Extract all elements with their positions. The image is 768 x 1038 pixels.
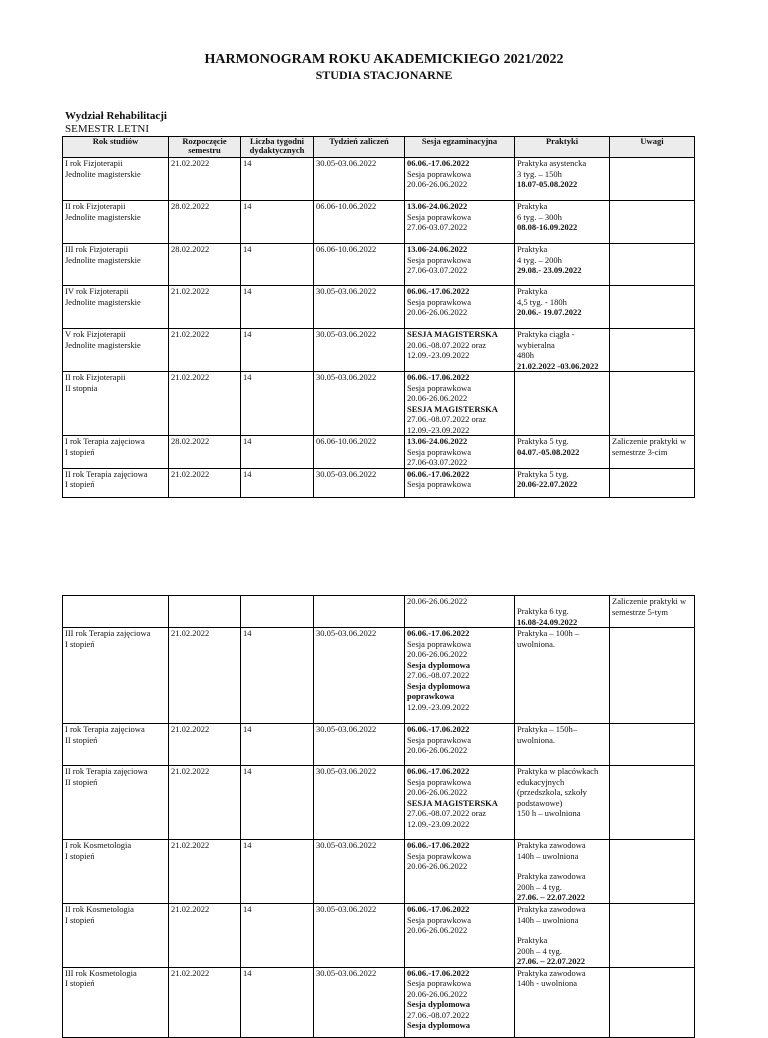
table-row [63,628,695,724]
cell-practice [515,904,610,968]
cell-practice [515,436,610,469]
semester-label: SEMESTR LETNI [65,123,150,135]
cell-notes [610,596,695,628]
table-row [63,436,695,469]
practice-line: Praktyka [517,286,548,296]
exam-session-line: 20.06.-08.07.2022 oraz [407,339,487,350]
practice-line: 200h – 4 tyg. [517,881,562,892]
cell-year-of-study [63,244,169,286]
cell-credit-week: 30.05-03.06.2022 [314,840,405,904]
cell-exam-session [405,628,515,724]
cell-credit-week: 06.06-10.06.2022 [314,244,405,286]
exam-session-line: 27.06.-08.07.2022 oraz [407,808,487,818]
cell-year-of-study [63,967,169,1037]
exam-session-line: Sesja poprawkowa [407,850,471,861]
exam-session-line: 13.06-24.06.2022 [407,436,468,446]
cell-semester-start: 21.02.2022 [169,904,241,968]
practice-line: Praktyka zawodowa [517,967,586,978]
exam-session-line: 20.06-26.06.2022 [407,787,468,797]
cell-semester-start: 21.02.2022 [169,329,241,372]
blank-line [517,596,607,606]
year-of-study-line: I stopień [65,850,95,861]
year-of-study-line: I stopień [65,446,95,457]
cell-year-of-study [63,436,169,469]
practice-line: 29.08.- 23.09.2022 [517,265,582,275]
table-row [63,329,695,372]
cell-teaching-weeks: 14 [241,201,314,244]
cell-practice [515,967,610,1037]
table-row [63,967,695,1037]
cell-teaching-weeks: 14 [241,967,314,1037]
cell-notes [610,329,695,372]
exam-session-line: 20.06-26.06.2022 [407,393,468,403]
cell-notes [610,840,695,904]
exam-session-line: 13.06-24.06.2022 [407,201,468,211]
year-of-study-line: I stopień [65,638,95,649]
exam-session-line: 06.06.-17.06.2022 [407,468,470,479]
exam-session-line: 20.06-26.06.2022 [407,596,468,606]
practice-line: (przedszkola, szkoły [517,787,587,797]
exam-session-line: 06.06.-17.06.2022 [407,158,470,168]
cell-exam-session [405,158,515,201]
cell-credit-week: 30.05-03.06.2022 [314,329,405,372]
practice-line: 27.06. – 22.07.2022 [517,956,585,966]
schedule-body-page-2 [63,596,695,1038]
cell-teaching-weeks: 14 [241,724,314,766]
practice-line: uwolniona. [517,734,556,745]
exam-session-line: Sesja poprawkowa [407,638,471,649]
cell-credit-week: 06.06-10.06.2022 [314,436,405,469]
exam-session-line: 06.06.-17.06.2022 [407,286,470,296]
cell-teaching-weeks: 14 [241,436,314,469]
practice-line: wybieralna [517,339,555,350]
cell-notes [610,724,695,766]
exam-session-line: 06.06.-17.06.2022 [407,724,470,734]
table-row [63,286,695,329]
practice-line: Praktyka zawodowa [517,871,586,881]
practice-line: Praktyka w placówkach [517,766,599,776]
cell-teaching-weeks: 14 [241,468,314,497]
exam-session-line: 27.06-03.07.2022 [407,457,468,467]
cell-credit-week: 06.06-10.06.2022 [314,201,405,244]
exam-session-line: 12.09.-23.09.2022 [407,424,470,435]
exam-session-line: 27.06.-08.07.2022 oraz [407,414,487,424]
column-header-weeks: Liczba tygodni dydaktycznych [241,137,314,158]
year-of-study-line: II rok Fizjoterapii [65,201,126,211]
table-row [63,904,695,968]
cell-semester-start: 21.02.2022 [169,468,241,497]
cell-practice [515,628,610,724]
exam-session-line: Sesja dyplomowa [407,999,471,1009]
exam-session-line: Sesja poprawkowa [407,382,471,393]
cell-year-of-study [63,201,169,244]
year-of-study-line: I rok Kosmetologia [65,840,132,850]
cell-teaching-weeks: 14 [241,158,314,201]
cell-notes [610,904,695,968]
exam-session-line: Sesja poprawkowa [407,446,471,457]
practice-line: Praktyka zawodowa [517,840,586,850]
table-row [63,244,695,286]
exam-session-line: 12.09.-23.09.2022 [407,818,470,829]
cell-notes [610,468,695,497]
cell-practice [515,468,610,497]
practice-line: uwolniona. [517,638,556,649]
cell-teaching-weeks: 14 [241,244,314,286]
year-of-study-line: Jednolite magisterskie [65,254,141,265]
table-row [63,596,695,628]
table-header-row [63,137,695,158]
practice-line: Praktyka zawodowa [517,904,586,914]
table-row [63,158,695,201]
practice-line: Praktyka 5 tyg. [517,436,569,446]
exam-session-line: 20.06-26.06.2022 [407,861,468,871]
year-of-study-line: II rok Fizjoterapii [65,372,126,382]
faculty-name: Wydział Rehabilitacji [65,110,167,122]
cell-semester-start: 21.02.2022 [169,372,241,436]
column-header-start: Rozpoczęcie semestru [169,137,241,158]
exam-session-line: 06.06.-17.06.2022 [407,372,470,382]
practice-line: Praktyka [517,935,548,945]
exam-session-line: 06.06.-17.06.2022 [407,967,470,978]
cell-credit-week: 30.05-03.06.2022 [314,372,405,436]
cell-exam-session [405,201,515,244]
practice-line: 4 tyg. – 200h [517,254,562,265]
column-header-notes: Uwagi [610,137,695,158]
cell-notes [610,244,695,286]
exam-session-line: 13.06-24.06.2022 [407,244,468,254]
cell-year-of-study [63,724,169,766]
cell-year-of-study [63,596,169,628]
exam-session-line: 20.06-26.06.2022 [407,925,468,935]
practice-line: podstawowe) [517,797,563,808]
cell-teaching-weeks: 14 [241,372,314,436]
cell-semester-start: 21.02.2022 [169,158,241,201]
exam-session-line: 06.06.-17.06.2022 [407,904,470,914]
cell-teaching-weeks: 14 [241,766,314,840]
exam-session-line: poprawkowa [407,691,455,701]
practice-line: 20.06.- 19.07.2022 [517,307,582,317]
exam-session-line: SESJA MAGISTERSKA [407,329,498,339]
cell-year-of-study [63,329,169,372]
notes-text: Zaliczenie praktyki w semestrze 5-tym [612,596,687,617]
cell-exam-session [405,468,515,497]
cell-credit-week: 30.05-03.06.2022 [314,468,405,497]
schedule-body-page-1 [63,158,695,498]
year-of-study-line: III rok Terapia zajęciowa [65,628,151,638]
exam-session-line: Sesja poprawkowa [407,254,471,265]
year-of-study-line: Jednolite magisterskie [65,211,141,222]
cell-semester-start: 28.02.2022 [169,201,241,244]
table-row [63,468,695,497]
cell-exam-session [405,967,515,1037]
year-of-study-line: II rok Terapia zajęciowa [65,766,148,776]
year-of-study-line: I stopień [65,978,95,988]
cell-exam-session [405,329,515,372]
practice-line: Praktyka 5 tyg. [517,468,569,479]
cell-exam-session [405,244,515,286]
exam-session-line: 06.06.-17.06.2022 [407,766,470,776]
cell-year-of-study [63,468,169,497]
exam-session-line: Sesja poprawkowa [407,296,471,307]
cell-teaching-weeks: 14 [241,840,314,904]
exam-session-line: Sesja poprawkowa [407,479,471,489]
year-of-study-line: II rok Terapia zajęciowa [65,468,148,479]
practice-line: 16.08-24.09.2022 [517,616,578,627]
cell-teaching-weeks: 14 [241,329,314,372]
exam-session-line: Sesja dyplomowa [407,1020,471,1030]
cell-exam-session [405,436,515,469]
practice-line: Praktyka [517,201,548,211]
table-row [63,201,695,244]
practice-line: Praktyka asystencka [517,158,587,168]
cell-semester-start: 28.02.2022 [169,244,241,286]
notes-text: Zaliczenie praktyki w semestrze 3-cim [612,436,687,457]
cell-practice [515,158,610,201]
year-of-study-line: Jednolite magisterskie [65,296,141,307]
cell-practice [515,329,610,372]
year-of-study-line: III rok Fizjoterapii [65,244,129,254]
blank-line [517,861,607,871]
cell-practice [515,286,610,329]
practice-line: 6 tyg. – 300h [517,211,562,222]
practice-line: Praktyka [517,244,548,254]
exam-session-line: Sesja dyplomowa [407,680,471,691]
cell-semester-start [169,596,241,628]
cell-credit-week: 30.05-03.06.2022 [314,766,405,840]
cell-semester-start: 21.02.2022 [169,967,241,1037]
cell-year-of-study [63,904,169,968]
cell-practice [515,244,610,286]
practice-line: 27.06. – 22.07.2022 [517,892,585,902]
exam-session-line: Sesja poprawkowa [407,776,471,787]
cell-credit-week: 30.05-03.06.2022 [314,286,405,329]
practice-line: 140h - uwolniona [517,978,577,988]
year-of-study-line: II rok Kosmetologia [65,904,134,914]
table-row [63,766,695,840]
cell-year-of-study [63,158,169,201]
exam-session-line: 20.06-26.06.2022 [407,649,468,659]
cell-teaching-weeks: 14 [241,904,314,968]
exam-session-line: 27.06-03.07.2022 [407,222,468,232]
cell-practice [515,596,610,628]
cell-practice [515,201,610,244]
practice-line: 4,5 tyg. - 180h [517,296,567,307]
cell-semester-start: 21.02.2022 [169,286,241,329]
cell-exam-session [405,840,515,904]
cell-year-of-study [63,372,169,436]
exam-session-line: Sesja poprawkowa [407,978,471,988]
practice-line: 04.07.-05.08.2022 [517,446,580,457]
exam-session-line: Sesja poprawkowa [407,914,471,925]
exam-session-line: 27.06.-08.07.2022 [407,1009,470,1020]
cell-notes [610,286,695,329]
document-subtitle: STUDIA STACJONARNE [315,68,453,82]
cell-credit-week: 30.05-03.06.2022 [314,724,405,766]
practice-line: Praktyka ciągła - [517,329,575,339]
cell-year-of-study [63,286,169,329]
cell-notes [610,967,695,1037]
column-header-year: Rok studiów [63,137,169,158]
year-of-study-line: II stopień [65,776,98,787]
practice-line: 20.06-22.07.2022 [517,479,578,489]
cell-notes [610,372,695,436]
cell-practice [515,372,610,436]
exam-session-line: 12.09.-23.09.2022 [407,701,470,712]
practice-line: 150 h – uwolniona [517,808,581,818]
cell-credit-week: 30.05-03.06.2022 [314,904,405,968]
year-of-study-line: I stopień [65,914,95,925]
cell-exam-session [405,904,515,968]
year-of-study-line: I rok Fizjoterapii [65,158,123,168]
practice-line: 140h – uwolniona [517,914,579,925]
exam-session-line: Sesja dyplomowa [407,659,471,670]
cell-practice [515,766,610,840]
practice-line: Praktyka – 150h– [517,724,577,734]
exam-session-line: 20.06-26.06.2022 [407,988,468,999]
year-of-study-line: I rok Terapia zajęciowa [65,436,145,446]
cell-notes [610,628,695,724]
schedule-table-page-2 [62,595,695,1038]
blank-line [517,925,607,935]
exam-session-line: SESJA MAGISTERSKA [407,403,498,414]
exam-session-line: 20.06-26.06.2022 [407,179,468,189]
schedule-table-page-1 [62,136,695,498]
cell-year-of-study [63,840,169,904]
year-of-study-line: I rok Terapia zajęciowa [65,724,145,734]
cell-notes [610,158,695,201]
cell-notes [610,766,695,840]
cell-credit-week: 30.05-03.06.2022 [314,628,405,724]
practice-line: 480h [517,350,534,360]
practice-line: 200h – 4 tyg. [517,945,562,956]
practice-line: Praktyka 6 tyg. [517,606,569,616]
cell-exam-session [405,724,515,766]
year-of-study-line: II stopień [65,734,98,745]
cell-notes [610,436,695,469]
exam-session-line: Sesja poprawkowa [407,168,471,179]
cell-teaching-weeks: 14 [241,628,314,724]
column-header-practice: Praktyki [515,137,610,158]
cell-practice [515,840,610,904]
cell-credit-week: 30.05-03.06.2022 [314,967,405,1037]
document-title: HARMONOGRAM ROKU AKADEMICKIEGO 2021/2022 [204,52,564,67]
exam-session-line: 06.06.-17.06.2022 [407,840,470,850]
cell-notes [610,201,695,244]
column-header-exam-session: Sesja egzaminacyjna [405,137,515,158]
practice-line: 3 tyg. – 150h [517,168,562,179]
year-of-study-line: Jednolite magisterskie [65,339,141,350]
cell-year-of-study [63,628,169,724]
cell-exam-session [405,596,515,628]
cell-semester-start: 21.02.2022 [169,766,241,840]
cell-exam-session [405,286,515,329]
practice-line: Praktyka – 100h – [517,628,580,638]
year-of-study-line: IV rok Fizjoterapii [65,286,129,296]
cell-credit-week [314,596,405,628]
exam-session-line: 20.06-26.06.2022 [407,307,468,317]
cell-exam-session [405,766,515,840]
year-of-study-line: II stopnia [65,382,98,393]
practice-line: 140h – uwolniona [517,850,579,861]
exam-session-line: 20.06-26.06.2022 [407,745,468,755]
practice-line: edukacyjnych [517,776,565,787]
cell-semester-start: 28.02.2022 [169,436,241,469]
exam-session-line: Sesja poprawkowa [407,734,471,745]
year-of-study-line: III rok Kosmetologia [65,967,137,978]
column-header-credit-week: Tydzień zaliczeń [314,137,405,158]
exam-session-line: Sesja poprawkowa [407,211,471,222]
table-row [63,840,695,904]
exam-session-line: SESJA MAGISTERSKA [407,797,498,808]
exam-session-line: 06.06.-17.06.2022 [407,628,470,638]
table-row [63,724,695,766]
exam-session-line: 27.06-03.07.2022 [407,265,468,275]
cell-semester-start: 21.02.2022 [169,840,241,904]
cell-teaching-weeks [241,596,314,628]
practice-line: 18.07-05.08.2022 [517,179,578,189]
cell-teaching-weeks: 14 [241,286,314,329]
cell-semester-start: 21.02.2022 [169,724,241,766]
cell-exam-session [405,372,515,436]
practice-line: 08.08-16.09.2022 [517,222,578,232]
table-row [63,372,695,436]
practice-line: 21.02.2022 -03.06.2022 [517,360,599,371]
cell-year-of-study [63,766,169,840]
year-of-study-line: I stopień [65,479,95,489]
year-of-study-line: V rok Fizjoterapii [65,329,126,339]
exam-session-line: 27.06.-08.07.2022 [407,670,470,680]
cell-practice [515,724,610,766]
cell-semester-start: 21.02.2022 [169,628,241,724]
cell-credit-week: 30.05-03.06.2022 [314,158,405,201]
year-of-study-line: Jednolite magisterskie [65,168,141,179]
exam-session-line: 12.09.-23.09.2022 [407,350,470,360]
